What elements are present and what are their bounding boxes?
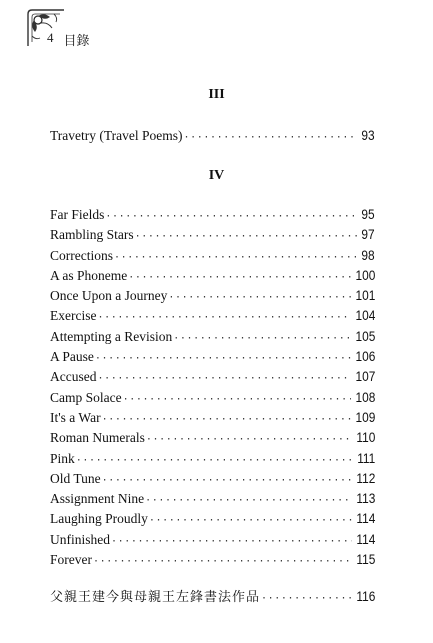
toc-entry-title: It's a War <box>50 409 101 425</box>
toc-entry[interactable] <box>50 285 375 305</box>
toc-entry[interactable] <box>50 224 375 244</box>
toc-entry-title: Corrections <box>50 247 113 263</box>
toc-entry-title: Travetry (Travel Poems) <box>50 128 183 143</box>
dot-leader <box>105 207 358 227</box>
header-label: 目錄 <box>63 33 90 48</box>
toc-entry[interactable] <box>50 346 375 366</box>
toc-entry-page: 114 <box>356 510 375 527</box>
toc-entry-page: 111 <box>356 449 375 466</box>
dot-leader <box>114 248 358 268</box>
toc-entry[interactable] <box>50 448 375 468</box>
toc-entry-title: Far Fields <box>50 207 105 222</box>
toc-entry-title: Laughing Proudly <box>50 511 148 527</box>
toc-entry-page: 101 <box>355 287 375 304</box>
toc-entry-page: 98 <box>361 246 375 263</box>
toc-list-final <box>50 586 375 606</box>
toc-entry[interactable] <box>50 326 375 346</box>
toc-entry-page: 116 <box>356 588 375 604</box>
toc-entry-page: 105 <box>355 327 375 344</box>
dot-leader <box>261 589 352 609</box>
toc-entry-title: Old Tune <box>50 470 101 486</box>
toc-entry-title: Assignment Nine <box>50 491 145 507</box>
toc-entry[interactable] <box>50 468 375 488</box>
toc-entry-title: A as Phoneme <box>50 267 128 283</box>
dot-leader <box>93 552 352 572</box>
toc-entry[interactable] <box>50 549 375 569</box>
toc-entry-page: 106 <box>355 348 375 365</box>
toc-entry-page: 114 <box>356 530 375 547</box>
dot-leader <box>149 511 352 531</box>
section-heading-iv: IV <box>208 168 225 183</box>
toc-entry-page: 95 <box>361 206 375 222</box>
toc-entry-title: Pink <box>50 450 75 466</box>
toc-entry-page: 100 <box>355 266 375 283</box>
toc-entry-title: Once Upon a Journey <box>50 288 168 304</box>
dot-leader <box>145 491 352 511</box>
toc-entry-title: 父親王建今與母親王左鋒書法作品 <box>50 590 261 605</box>
dot-leader <box>102 471 352 491</box>
toc-entry-title: Exercise <box>50 308 97 324</box>
toc-entry[interactable] <box>50 508 375 528</box>
toc-list-iii <box>50 125 375 145</box>
dot-leader <box>102 410 351 430</box>
toc-list-iv <box>50 204 375 569</box>
toc-entry[interactable] <box>50 387 375 407</box>
toc-entry-page: 110 <box>356 429 375 446</box>
toc-entry-page: 115 <box>356 551 375 568</box>
section-heading-iii: III <box>208 87 225 102</box>
dot-leader <box>95 349 351 369</box>
toc-entry[interactable] <box>50 125 375 145</box>
toc-entry-page: 97 <box>361 226 375 243</box>
toc-entry-title: Camp Solace <box>50 389 122 405</box>
toc-entry-title: A Pause <box>50 349 94 365</box>
toc-entry-calligraphy[interactable] <box>50 586 375 606</box>
dot-leader <box>97 308 350 328</box>
dot-leader <box>184 128 359 148</box>
toc-entry-title: Accused <box>50 369 97 385</box>
toc-entry-page: 104 <box>355 307 375 324</box>
toc-entry[interactable] <box>50 204 375 224</box>
dot-leader <box>173 329 350 349</box>
toc-entry[interactable] <box>50 488 375 508</box>
toc-entry-page: 107 <box>355 368 375 385</box>
toc-entry[interactable] <box>50 305 375 325</box>
toc-entry-page: 108 <box>355 388 375 405</box>
dot-leader <box>135 227 359 247</box>
toc-entry-title: Roman Numerals <box>50 430 145 446</box>
toc-entry[interactable] <box>50 407 375 427</box>
toc-entry[interactable] <box>50 265 375 285</box>
page-number: 4 <box>47 30 54 45</box>
dot-leader <box>168 288 350 308</box>
toc-entry-title: Forever <box>50 552 92 568</box>
toc-entry-title: Rambling Stars <box>50 227 134 243</box>
running-header <box>47 30 90 49</box>
toc-entry-title: Unfinished <box>50 531 110 547</box>
dot-leader <box>123 390 351 410</box>
dot-leader <box>97 369 350 389</box>
dot-leader <box>128 268 350 288</box>
toc-entry-page: 112 <box>356 469 375 486</box>
toc-entry[interactable] <box>50 366 375 386</box>
toc-entry[interactable] <box>50 529 375 549</box>
toc-entry[interactable] <box>50 427 375 447</box>
dot-leader <box>146 430 352 450</box>
toc-entry-page: 109 <box>355 408 375 425</box>
toc-entry-title: Attempting a Revision <box>50 328 173 344</box>
toc-entry-page: 113 <box>356 490 375 507</box>
toc-entry[interactable] <box>50 245 375 265</box>
dot-leader <box>111 532 352 552</box>
dot-leader <box>76 451 353 471</box>
toc-entry-page: 93 <box>361 127 375 143</box>
